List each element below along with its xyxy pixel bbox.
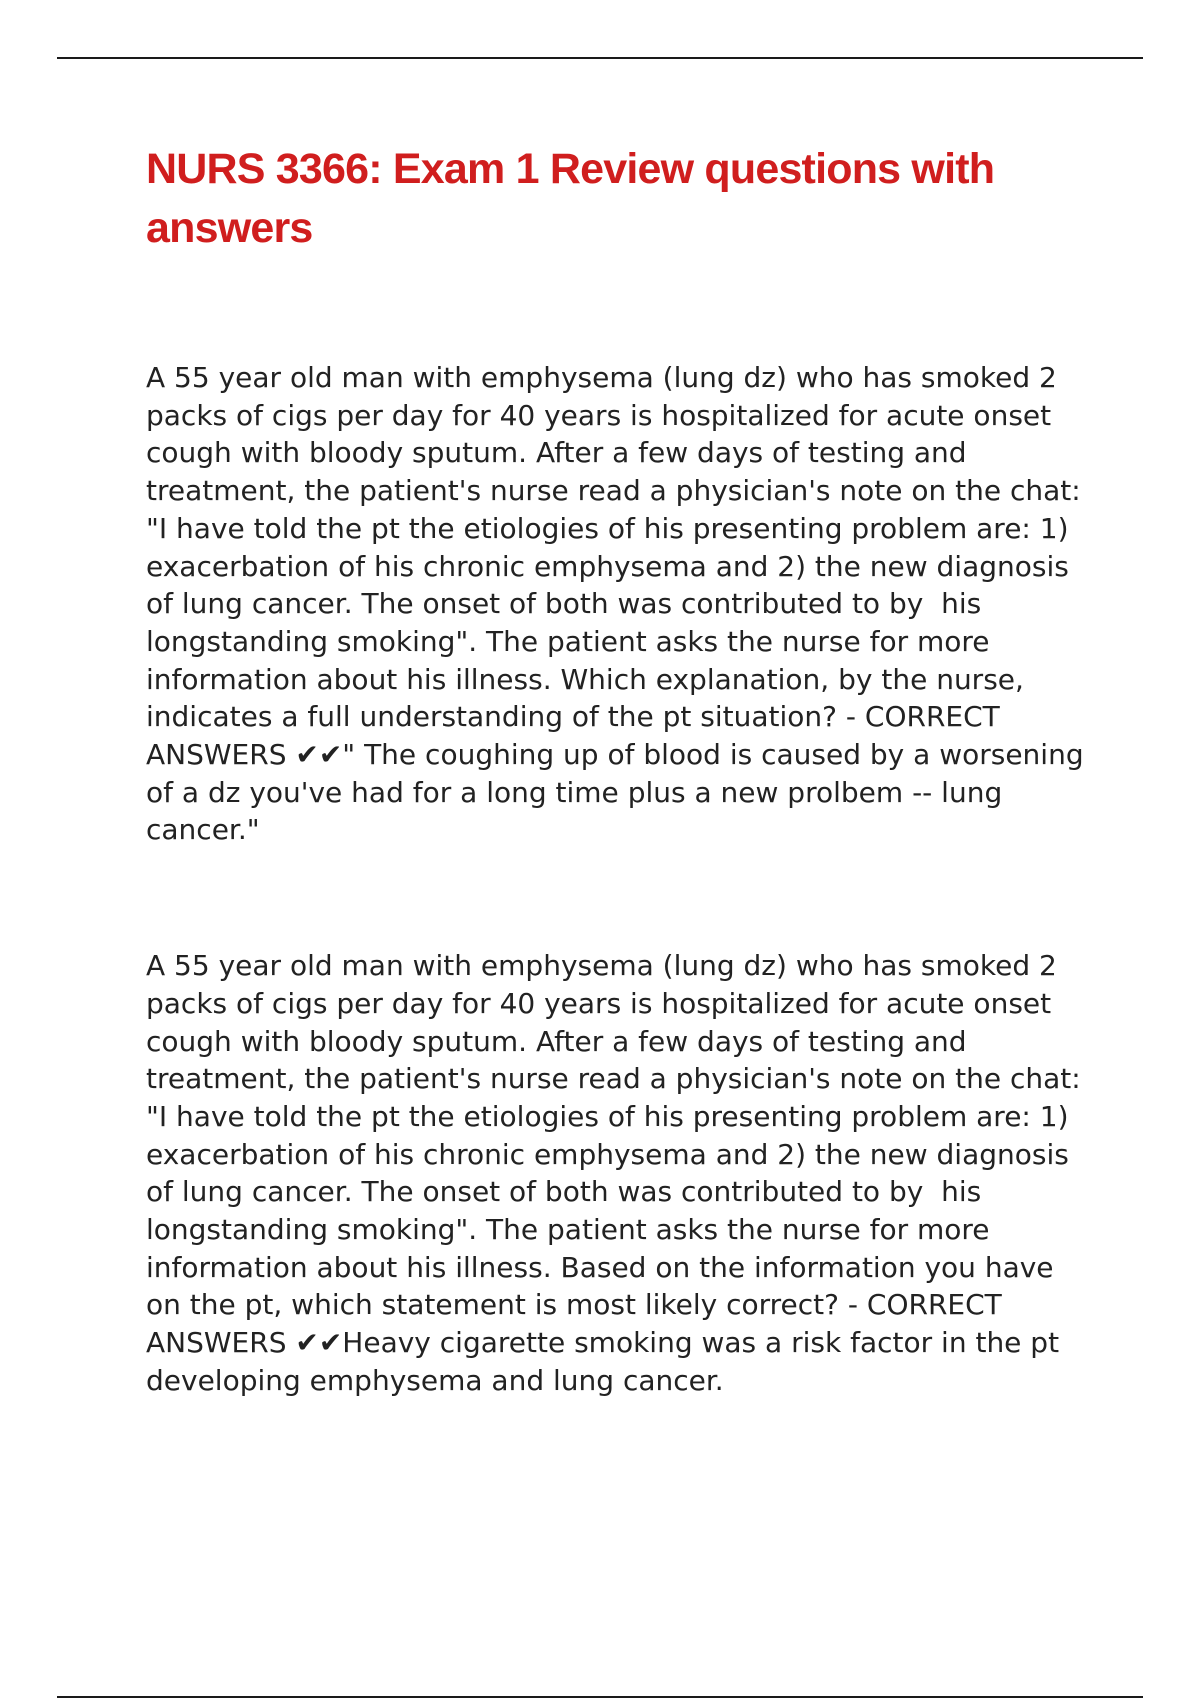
bottom-rule	[57, 1696, 1143, 1698]
question-list	[146, 359, 1093, 1400]
question-answer-2: A 55 year old man with emphysema (lung dz) who has smoked 2 packs of cigs per day for 40 years is hospitalized for acute onset cough with bloody sputum. After a few days of testing and treatment, the patient's nurse read a physician's note on the chat: "I have told the pt the etiologies of his presenting problem are: 1) exacerbation of his chronic emphysema and 2) the new diagnosis of lung cancer. The onset of both was contributed to by his longstanding smoking". The patient asks the nurse for more information about his illness. Based on the information you have on the pt, which statement is most likely correct? - CORRECT ANSWERS ✔✔Heavy cigarette smoking was a risk factor in the pt developing emphysema and lung cancer.	[146, 949, 1090, 1397]
page-content	[146, 140, 1093, 1498]
top-rule	[57, 57, 1143, 59]
document-title: NURS 3366: Exam 1 Review questions with answers	[146, 145, 995, 252]
question-answer-1: A 55 year old man with emphysema (lung dz) who has smoked 2 packs of cigs per day for 40 years is hospitalized for acute onset cough with bloody sputum. After a few days of testing and treatment, the patient's nurse read a physician's note on the chat: "I have told the pt the etiologies of his presenting problem are: 1) exacerbation of his chronic emphysema and 2) the new diagnosis of lung cancer. The onset of both was contributed to by his longstanding smoking". The patient asks the nurse for more information about his illness. Which explanation, by the nurse, indicates a full understanding of the pt situation? - CORRECT ANSWERS ✔✔" The coughing up of blood is caused by a worsening of a dz you've had for a long time plus a new prolbem -- lung cancer."	[146, 361, 1093, 847]
